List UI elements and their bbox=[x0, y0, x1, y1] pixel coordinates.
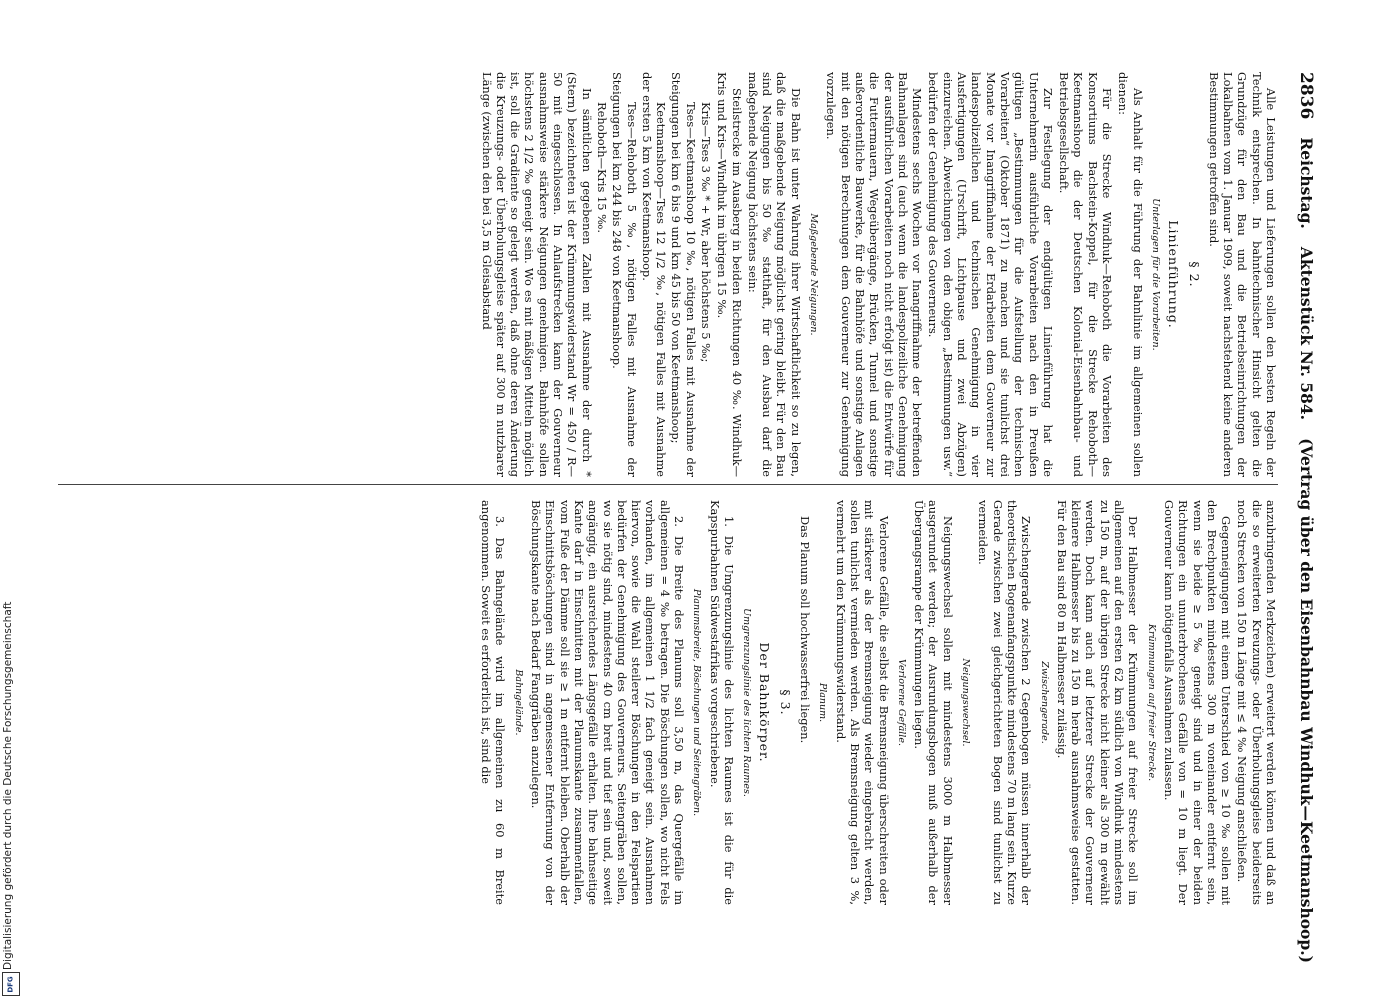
sidebar bbox=[0, 0, 22, 1000]
paragraph: Gegenneigungen mit einem Unterschied von ≥ 10 ‰ sollen mit den Brechpunkten mindestens 300 m voneinander entfernt sein, wenn sie beide ≥ 5 ‰ geneigt sind und in einer der beiden Richtungen ein ununterbrochenes Gefälle von = 10 m liegt. Der Gouverneur kann nötigenfalls Ausnahmen zulassen. bbox=[1161, 500, 1234, 905]
paragraph: In sämtlichen gegebenen Zahlen mit Ausnahme der durch * (Stern) bezeichneten ist der Krümmungswiderstand Wr = 450 / R—50 mit eingeschlossen. In Anlaufstrecken kann der Gouverneur ausnahmsweise stärkere Neigungen genehmigen. Bahnhöfe sollen höchstens 2 1/2 ‰ geneigt sein. Wo es mit mäßigen Mitteln möglich ist, soll die Gradiente so gelegt werden, daß ohne deren Änderung die Kreuzungs- oder Überholungsgleise später auf 300 m nutzbarer Länge (zwischen den bei 3,5 m Gleisabstand bbox=[479, 72, 594, 477]
section-heading: § 2. bbox=[1186, 261, 1202, 288]
dfg-logo-icon: DFG bbox=[2, 972, 20, 996]
section-heading: Linienführung. bbox=[1166, 220, 1182, 329]
subheading: Umgrenzungslinie des lichten Raumes. bbox=[741, 608, 753, 797]
paragraph: Die Bahn ist unter Wahrung ihrer Wirtschaftlichkeit so zu legen, daß die maßgebende Neigung möglichst gering bleibt. Für den Bau sind Neigungen bis 50 ‰ statthaft, für den Ausbau darf die maßgebende Neigung höchstens sein: bbox=[745, 72, 803, 477]
formula-line: Tses—Keetmanshoop 10 ‰, nötigen Falles mit Ausnahme der Steigungen bei km 6 bis 9 und km 45 bis 50 von Keetmanshoop; bbox=[669, 72, 698, 477]
formula-line: Kris—Tses 3 ‰ * + Wr, aber höchstens 5 ‰; bbox=[699, 102, 714, 363]
section-heading: Der Bahnkörper. bbox=[757, 642, 773, 763]
paragraph: Alle Leistungen und Lieferungen sollen den besten Regeln der Technik entsprechen. In bahntechnischer Hinsicht gelten die Grundzüge für den Bau und die Betriebseinrichtungen der Lokalbahnen vom 1. Januar 1909, soweit nachstehend keine anderen Bestimmungen getroffen sind. bbox=[1206, 72, 1278, 477]
subheading: Krümmungen auf freier Strecke. bbox=[1145, 623, 1157, 782]
subheading: Unterlagen für die Vorarbeiten. bbox=[1149, 198, 1161, 351]
numbered-item: 3. Das Bahngelände wird im allgemeinen zu 60 m Breite angenommen. Soweit es erforderlich ist, sind die bbox=[479, 500, 508, 905]
page-header bbox=[1292, 72, 1316, 963]
left-column bbox=[477, 72, 1278, 477]
numbered-item: 1. Die Umgrenzungslinie des lichten Raumes ist die für die Kapspurbahnen Südwestafrikas vorgeschriebene. bbox=[707, 500, 736, 905]
formula-line: Keetmanshoop—Tses 12 1/2 ‰, nötigen Falles mit Ausnahme der ersten 5 km von Keetmanshoop. bbox=[639, 72, 669, 477]
subheading: Neigungswechsel. bbox=[960, 658, 972, 747]
subheading: Maßgebende Neigungen. bbox=[808, 213, 820, 336]
digitization-credit: Digitalisierung gefördert durch die Deutsche Forschungsgemeinschaft bbox=[2, 601, 14, 970]
section-heading: § 3. bbox=[777, 689, 793, 716]
paragraph: Als Anhalt für die Führung der Bahnlinie im allgemeinen sollen dienen: bbox=[1116, 72, 1145, 477]
page-number: 2836 bbox=[1296, 72, 1316, 120]
right-column bbox=[477, 500, 1278, 905]
paragraph: Mindestens sechs Wochen vor Inangriffnahme der betreffenden Bahnanlagen sind (auch wenn die landespolizeiliche Genehmigung der ausführlichen Vorarbeiten noch nicht erfolgt ist) die Entwürfe für die Futtermauern, Wegeübergänge, Brücken, Tunnel und sonstige außerordentliche Bauwerke, für die Bahnhöfe und sonstige Anlagen mit den nötigen Berechnungen dem Gouverneur zur Genehmigung vorzulegen. bbox=[824, 72, 925, 477]
paragraph: Steilstrecke im Auasberg in beiden Richtungen 40 ‰. Windhuk—Kris und Kris—Windhuk im übrigen 15 ‰. bbox=[715, 72, 744, 477]
document-page bbox=[48, 0, 1328, 1000]
subheading: Verlorene Gefälle. bbox=[895, 659, 907, 746]
subheading: Planum. bbox=[817, 682, 829, 723]
header-document: Aktenstück Nr. 584. bbox=[1297, 246, 1316, 421]
numbered-item: 2. Die Breite des Planums soll 3,50 m, das Quergefälle im allgemeinen = 4 ‰ betragen. Die Böschungen sollen, wo nicht Fels vorhanden, im allgemeinen 1 1/2 fach geneigt sein. Ausnahmen hiervon, sowie die Wahl steilerer Böschungen in den Felspartien bedürfen der Genehmigung des Gouverneurs. Seitengräben sollen, wo sie nötig sind, mindestens 40 cm breit und tief sein und, soweit angängig, ein ausreichendes Längsgefälle erhalten. Ihre bahnseitige Kante darf in Einschnitten mit der Planumskante zusammenfallen, vom Fuße der Dämme soll sie ≥ 1 m entfernt bleiben. Oberhalb der Einschnittsböschungen sind in angemessener Entfernung von der Böschungskante nach Bedarf Fanggräben anzulegen. bbox=[529, 500, 687, 905]
header-source: Reichstag. bbox=[1297, 137, 1316, 229]
paragraph: Verlorene Gefälle, die selbst die Bremsneigung überschreiten oder mit stärkerer als der Bremsneigung wieder eingebracht werden, sollen tunlichst vermieden werden. Als Bremsneigung gelten 3 %, vermehrt um den Krümmungswiderstand. bbox=[833, 500, 891, 905]
header-subject: (Vertrag über den Eisenbahnbau Windhuk—Keetmanshoop.) bbox=[1297, 438, 1316, 963]
paragraph: Das Planum soll hochwasserfrei liegen. bbox=[798, 516, 813, 744]
subheading: Zwischengerade. bbox=[1038, 661, 1050, 744]
paragraph: Der Halbmesser der Krümmungen auf freier Strecke soll im allgemeinen auf den ersten 62 km südlich von Windhuk mindestens zu 150 m, auf der übrigen Strecke nicht kleiner als 300 m gewählt werden. Doch kann auch auf letzterer Strecke der Gouverneur kleinere Halbmesser bis zu 150 m herab ausnahmsweise gestatten. Für den Bau sind 80 m Halbmesser zulässig. bbox=[1054, 500, 1141, 905]
formula-line: Rehoboth—Kris 15 ‰. bbox=[594, 102, 609, 234]
paragraph: Zur Festlegung der endgültigen Linienführung hat die Unternehmerin ausführliche Vorarbeiten nach den in Preußen gültigen „Bestimmungen für die Aufstellung der technischen Vorarbeiten“ (Oktober 1871) zu machen und sie tunlichst drei Monate vor Inangriffnahme der Erdarbeiten dem Gouverneur zur landespolizeilichen und technischen Genehmigung in vier Ausfertigungen (Urschrift, Lichtpause und zwei Abzügen) einzureichen. Abweichungen von den obigen „Bestimmungen usw.“ bedürfen der Genehmigung des Gouverneurs. bbox=[926, 72, 1055, 477]
paragraph: anzubringenden Merkzeichen) erweitert werden können und daß an die so erweiterten Kreuzungs- oder Überholungsgleise beiderseits noch Strecken von 150 m Länge mit ≤ 4 ‰ Neigung anschließen. bbox=[1235, 500, 1278, 905]
paragraph: Zwischengerade zwischen 2 Gegenbogen müssen innerhalb der theoretischen Bogenanfangspunkte mindestens 70 m lang sein. Kurze Gerade zwischen zwei gleichgerichteten Bogen sind tunlichst zu vermeiden. bbox=[976, 500, 1034, 905]
formula-line: Tses—Rehoboth 5 ‰, nötigen Falles mit Ausnahme der Steigungen bei km 244 bis 248 von Keetmanshoop. bbox=[610, 72, 639, 477]
subheading: Bahngelände. bbox=[512, 669, 524, 736]
subheading: Planumsbreite, Böschungen und Seitengräben. bbox=[691, 588, 703, 817]
paragraph: Für die Strecke Windhuk—Rehoboth die Vorarbeiten des Konsortiums Bachstein-Koppel, für die Strecke Rehoboth—Keetmanshoop die der Deutschen Kolonial-Eisenbahnbau- und Betriebsgesellschaft. bbox=[1057, 72, 1115, 477]
paragraph: Neigungswechsel sollen mit mindestens 3000 m Halbmesser ausgerundet werden; der Ausrundungsbogen muß außerhalb der Übergangsrampe der Krümmungen liegen. bbox=[912, 500, 955, 905]
column-divider bbox=[58, 484, 1278, 485]
